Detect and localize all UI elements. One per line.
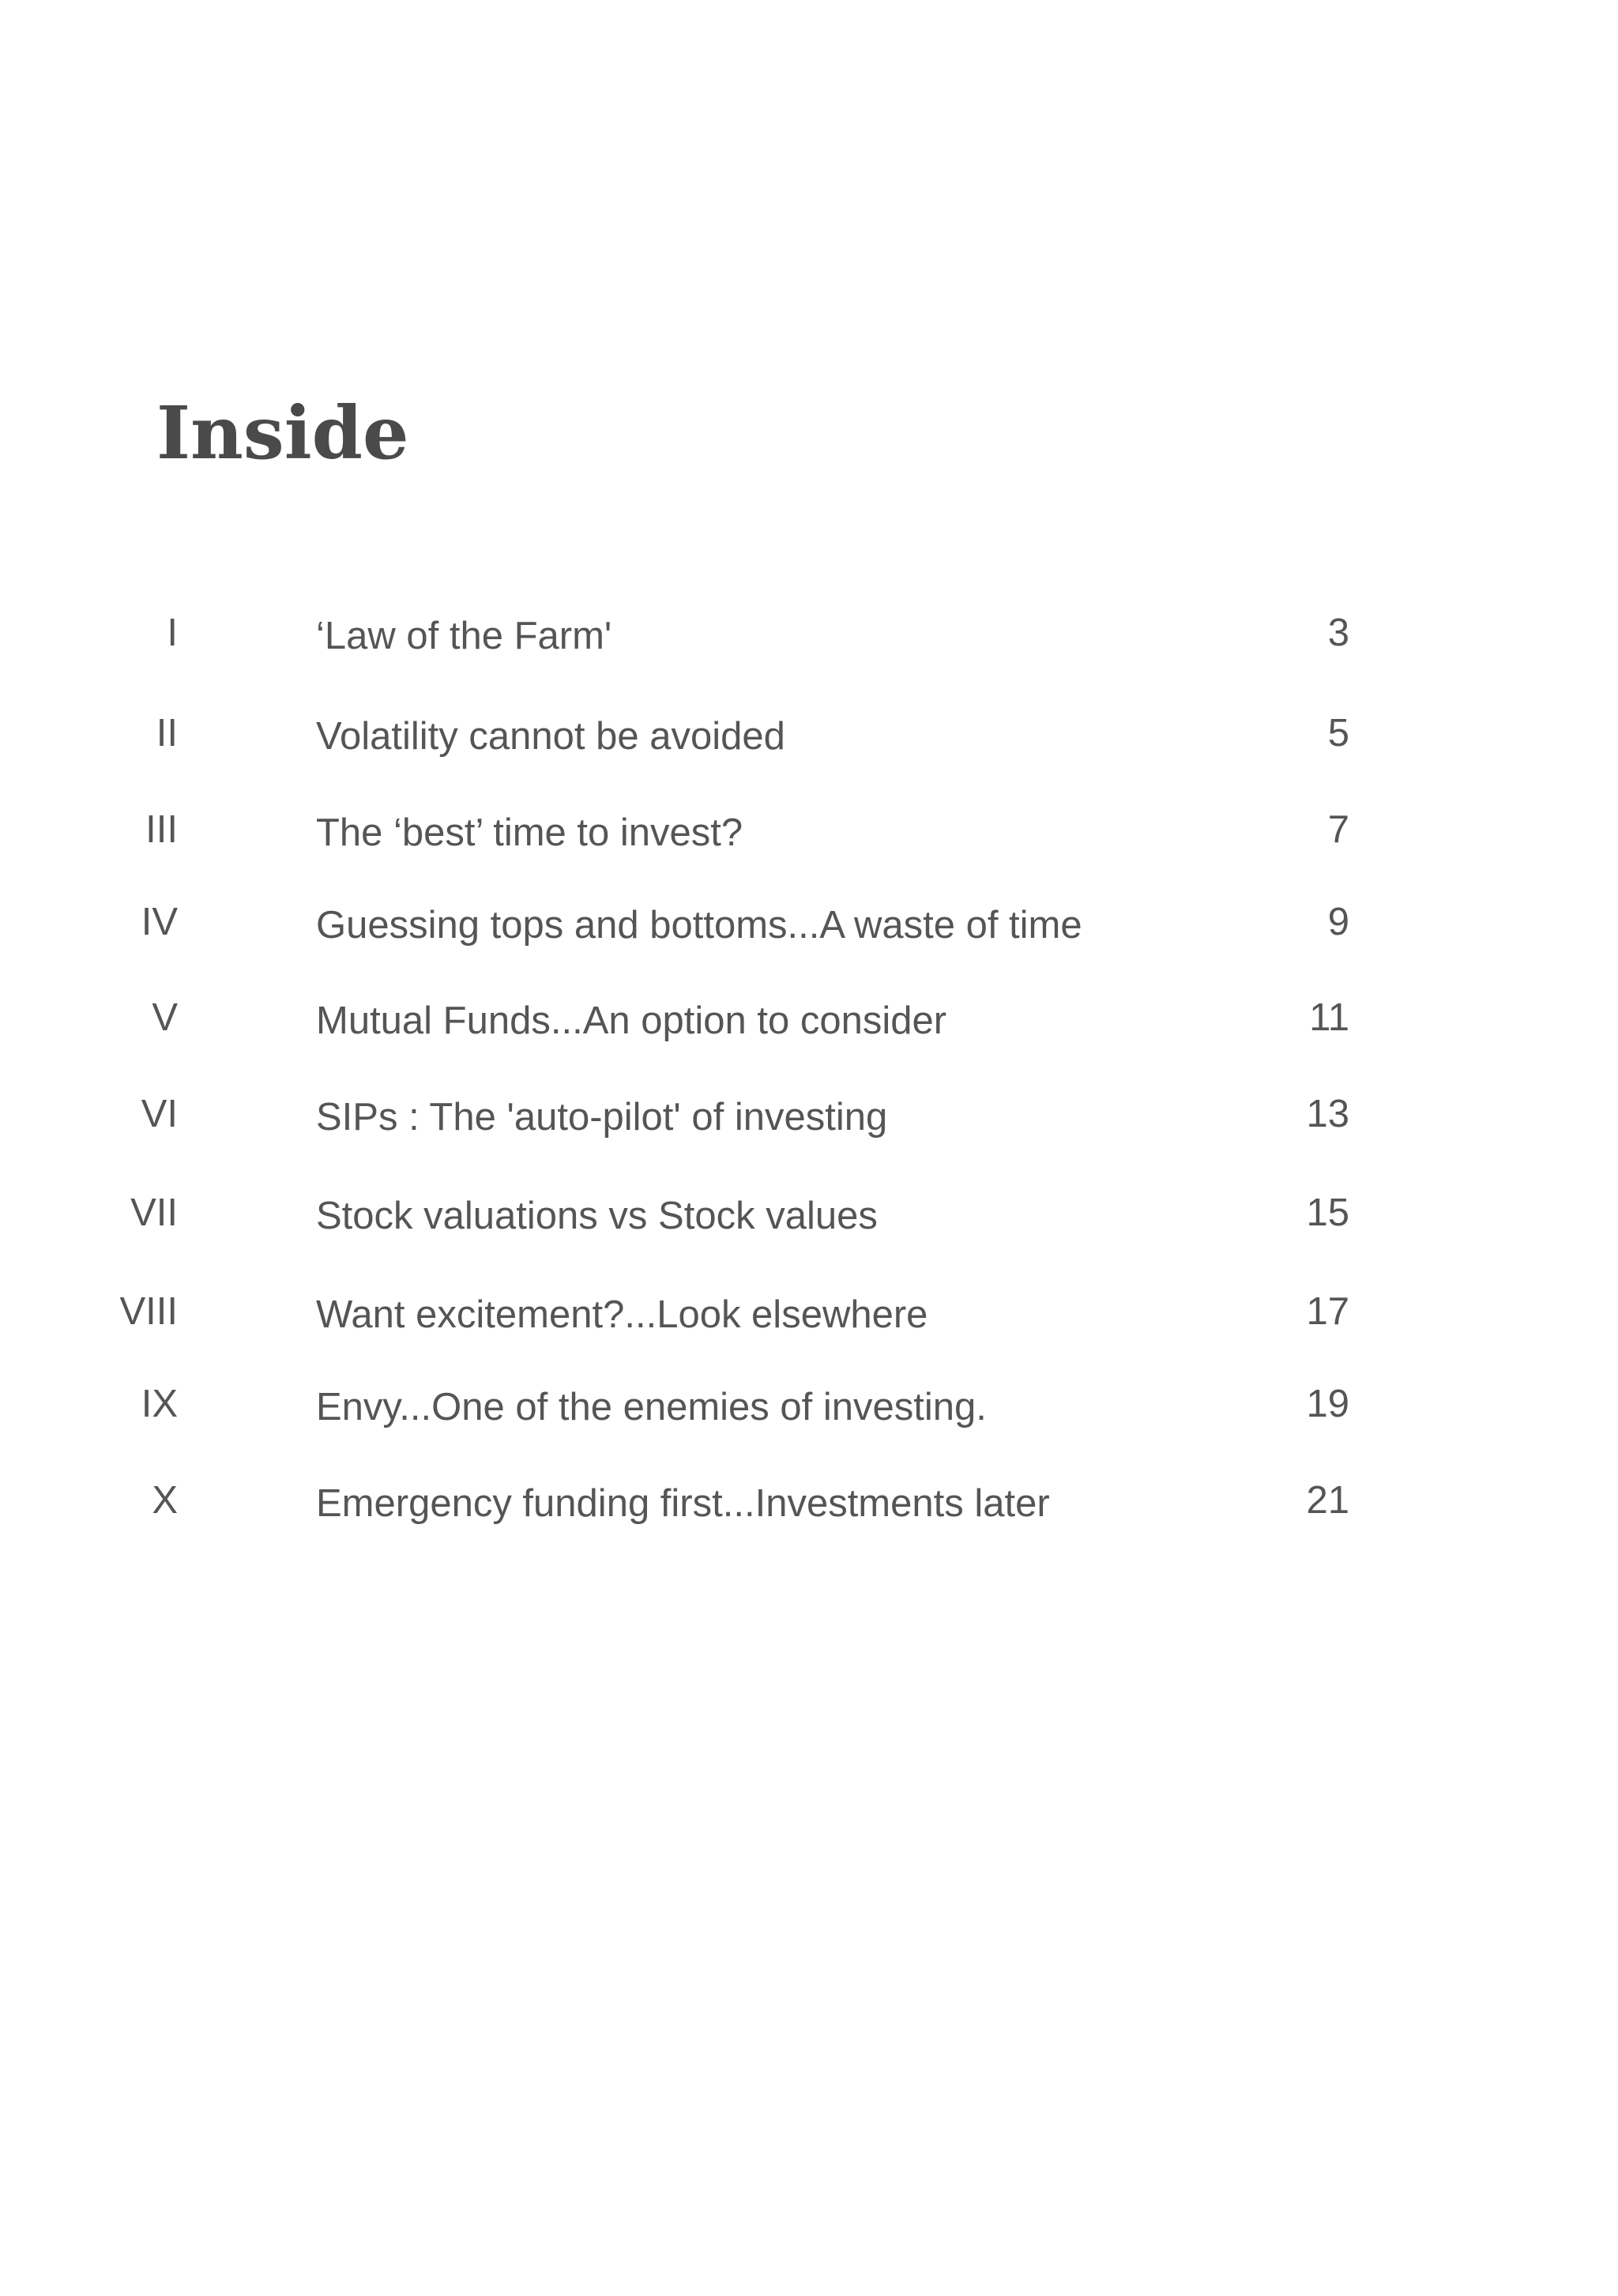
toc-entry[interactable] xyxy=(0,1476,1618,1531)
toc-entry-title: Mutual Funds...An option to consider xyxy=(316,999,947,1042)
toc-numeral: V xyxy=(152,996,178,1039)
toc-numeral: III xyxy=(145,808,178,851)
toc-numeral: II xyxy=(156,712,178,755)
toc-page-number: 17 xyxy=(1306,1290,1349,1333)
toc-page-number: 21 xyxy=(1306,1479,1349,1522)
toc-entry[interactable] xyxy=(0,898,1618,953)
toc-numeral: VIII xyxy=(119,1290,178,1333)
toc-entry-title: Volatility cannot be avoided xyxy=(316,715,785,758)
toc-page-number: 19 xyxy=(1306,1383,1349,1425)
toc-numeral: VI xyxy=(141,1093,178,1135)
toc-numeral: VII xyxy=(130,1191,178,1234)
toc-entry-title: SIPs : The 'auto-pilot' of investing xyxy=(316,1096,888,1139)
toc-page-number: 11 xyxy=(1309,996,1349,1039)
toc-numeral: IX xyxy=(141,1383,178,1425)
toc-entry[interactable] xyxy=(0,709,1618,764)
toc-entry[interactable] xyxy=(0,1090,1618,1145)
toc-page-number: 9 xyxy=(1327,901,1349,943)
toc-entry-title: Stock valuations vs Stock values xyxy=(316,1195,878,1237)
toc-page-number: 5 xyxy=(1327,712,1349,755)
toc-numeral: IV xyxy=(141,901,178,943)
toc-entry-title: Envy...One of the enemies of investing. xyxy=(316,1386,987,1428)
toc-entry-title: The ‘best’ time to invest? xyxy=(316,811,743,854)
toc-entry[interactable] xyxy=(0,993,1618,1048)
toc-entry[interactable] xyxy=(0,1287,1618,1342)
toc-entry[interactable] xyxy=(0,1188,1618,1244)
toc-page-number: 13 xyxy=(1306,1093,1349,1135)
toc-numeral: X xyxy=(152,1479,178,1522)
toc-numeral: I xyxy=(167,612,178,654)
toc-entry-title: Want excitement?...Look elsewhere xyxy=(316,1293,928,1336)
toc-entry-title: Emergency funding first...Investments later xyxy=(316,1482,1050,1525)
toc-entry[interactable] xyxy=(0,805,1618,860)
toc-entry-title: Guessing tops and bottoms...A waste of time xyxy=(316,904,1082,947)
toc-page-number: 7 xyxy=(1327,808,1349,851)
toc-entry-title: ‘Law of the Farm' xyxy=(316,615,612,657)
page-title: Inside xyxy=(156,390,409,476)
toc-entry[interactable] xyxy=(0,608,1618,664)
toc-page-number: 3 xyxy=(1327,612,1349,654)
toc-entry[interactable] xyxy=(0,1379,1618,1435)
toc-page-number: 15 xyxy=(1306,1191,1349,1234)
